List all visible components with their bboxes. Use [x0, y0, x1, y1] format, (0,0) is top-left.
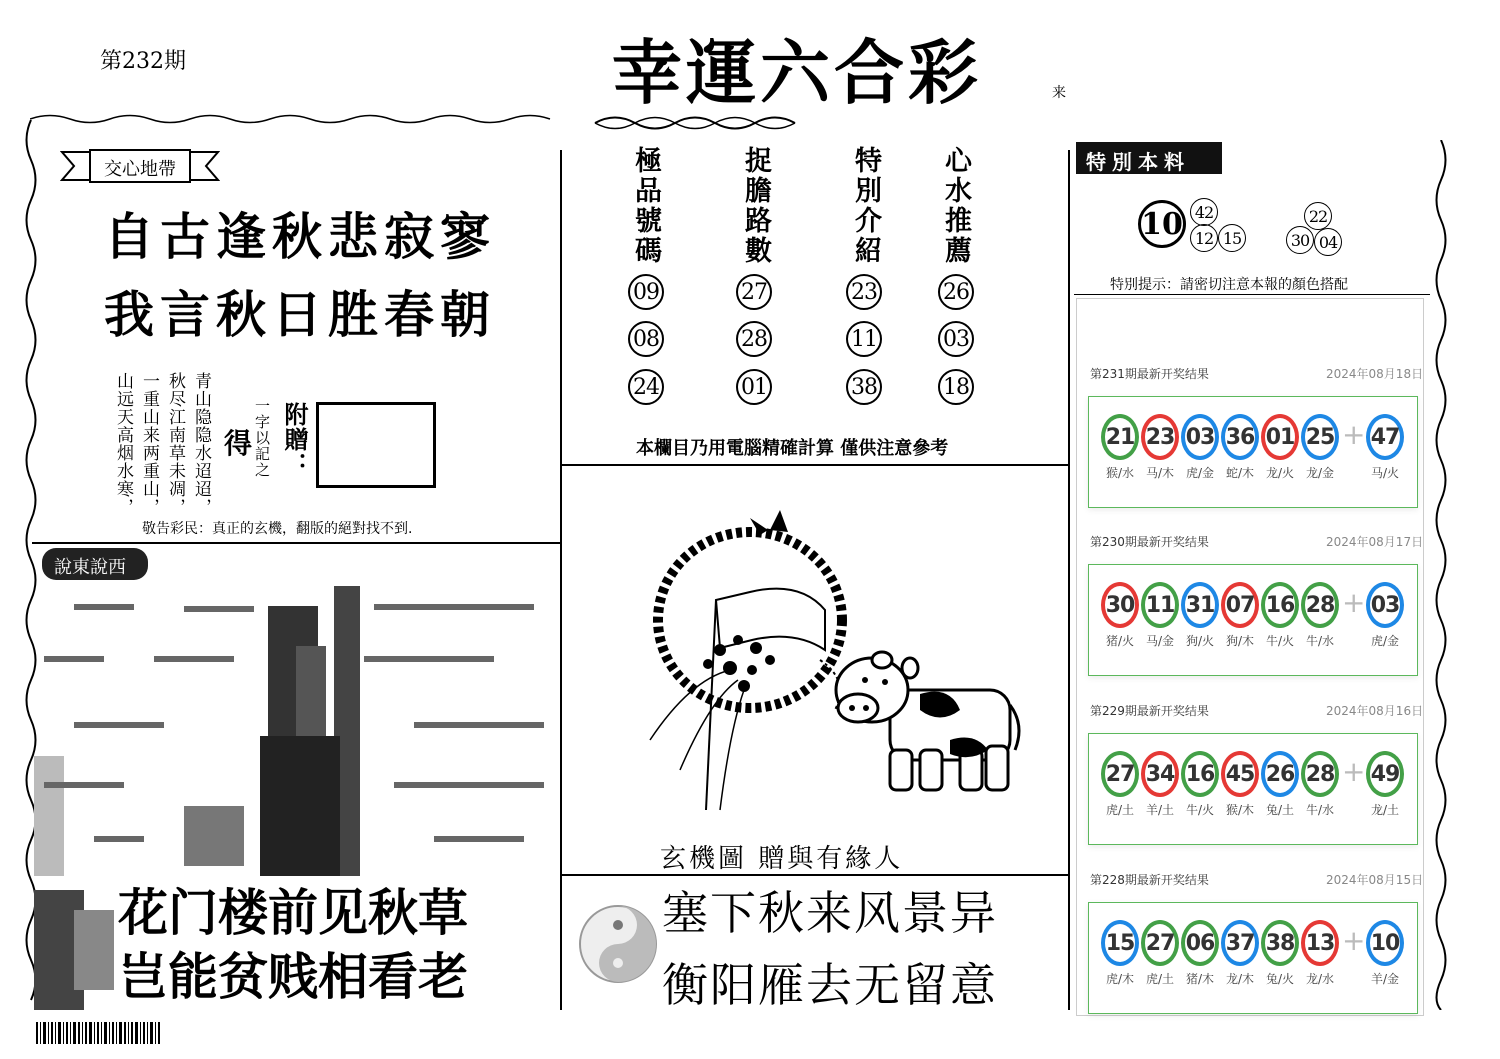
- heart-zone-bottom-rule: [32, 542, 560, 544]
- ball-zodiac: 狗/火: [1185, 634, 1215, 648]
- picture-caption: 玄機圖 贈與有緣人: [660, 844, 904, 874]
- result-title: 第230期最新开奖结果: [1090, 535, 1209, 549]
- center-right-rule: [1068, 150, 1070, 1010]
- column-4-number: 18: [938, 369, 974, 405]
- columns-bottom-rule: [560, 464, 1070, 466]
- column-2-number: 01: [736, 369, 772, 405]
- bottom-center-poem-line-2: 衡阳雁去无留意: [662, 958, 998, 1012]
- ball-zodiac: 兔/土: [1265, 803, 1295, 817]
- ball-zodiac: 牛/火: [1185, 803, 1215, 817]
- heart-zone-tag-text: 交心地帶: [104, 159, 176, 180]
- result-date: 2024年08月16日: [1326, 704, 1424, 718]
- ball-zodiac: 马/木: [1145, 466, 1175, 480]
- column-3-number: 38: [846, 369, 882, 405]
- lottery-ball: 27: [1141, 920, 1179, 966]
- lottery-ball: 01: [1261, 414, 1299, 460]
- column-2-number: 27: [736, 274, 772, 310]
- result-title: 第231期最新开奖结果: [1090, 367, 1209, 381]
- column-1-number: 24: [628, 369, 664, 405]
- lottery-ball: 30: [1101, 582, 1139, 628]
- ball-zodiac: 龙/水: [1305, 972, 1335, 986]
- small-poem-col-3: 一重山来两重山，: [139, 372, 159, 516]
- bottom-left-noise: [34, 880, 124, 1020]
- lottery-ball: 26: [1261, 751, 1299, 797]
- ball-zodiac: 牛/水: [1305, 634, 1335, 648]
- ball-zodiac: 虎/金: [1370, 634, 1400, 648]
- top-vine-border: [30, 112, 560, 126]
- special-tip: 特別提示：請密切注意本報的顏色搭配: [1110, 277, 1348, 293]
- plus-icon: +: [1342, 755, 1366, 788]
- lottery-ball: 21: [1101, 414, 1139, 460]
- special-cluster-b-number: 22: [1304, 202, 1332, 230]
- column-4-number: 26: [938, 274, 974, 310]
- result-date: 2024年08月17日: [1326, 535, 1424, 549]
- plus-icon: +: [1342, 418, 1366, 451]
- bottom-left-poem-line-1: 花门楼前见秋草: [118, 884, 468, 942]
- special-cluster-a-number: 12: [1190, 224, 1218, 252]
- column-title-1: 極品號碼: [630, 146, 661, 266]
- heart-poem-line-2: 我言秋日胜春朝: [104, 285, 496, 344]
- center-left-rule: [560, 150, 562, 1010]
- lottery-ball: 34: [1141, 751, 1179, 797]
- hint-char: 得: [224, 427, 253, 460]
- heart-zone-tag: [60, 146, 220, 186]
- ball-zodiac: 虎/木: [1105, 972, 1135, 986]
- lottery-ball: 16: [1181, 751, 1219, 797]
- lottery-ball: 25: [1301, 414, 1339, 460]
- lottery-ball: 45: [1221, 751, 1259, 797]
- lottery-ball: 03: [1181, 414, 1219, 460]
- yin-yang-icon: [576, 902, 660, 986]
- masthead-title: 幸運六合彩: [612, 31, 982, 114]
- cow-wreath-illustration: [620, 510, 1040, 830]
- lottery-ball: 11: [1141, 582, 1179, 628]
- result-title: 第229期最新开奖结果: [1090, 704, 1209, 718]
- ball-zodiac: 猪/木: [1185, 972, 1215, 986]
- bottom-center-poem-line-1: 塞下秋来风景异: [662, 886, 998, 940]
- columns-note: 本欄目乃用電腦精確計算 僅供注意參考: [636, 438, 949, 459]
- column-title-3: 特別介紹: [850, 146, 881, 266]
- notice-text: 敬告彩民：真正的玄機，翻版的絕對找不到.: [142, 521, 413, 537]
- lottery-ball: 27: [1101, 751, 1139, 797]
- gift-label: 附贈：: [280, 402, 309, 477]
- plus-icon: +: [1342, 586, 1366, 619]
- bottom-left-poem-line-2: 岂能贫贱相看老: [118, 948, 468, 1006]
- ball-zodiac: 猴/木: [1225, 803, 1255, 817]
- small-poem-col-4: 山远天高烟水寒，: [113, 372, 133, 516]
- lottery-ball: 13: [1301, 920, 1339, 966]
- lottery-ball: 37: [1221, 920, 1259, 966]
- special-bottom-rule: [1074, 294, 1430, 295]
- ball-zodiac: 兔/火: [1265, 972, 1295, 986]
- ball-zodiac: 牛/火: [1265, 634, 1295, 648]
- ball-zodiac: 虎/金: [1185, 466, 1215, 480]
- column-1-number: 09: [628, 274, 664, 310]
- special-cluster-a-number: 42: [1190, 198, 1218, 226]
- special-cluster-a-number: 15: [1218, 224, 1246, 252]
- lottery-ball: 36: [1221, 414, 1259, 460]
- small-poem-col-1: 青山隐隐水迢迢，: [191, 372, 211, 516]
- special-lottery-ball: 10: [1366, 920, 1404, 966]
- column-4-number: 03: [938, 321, 974, 357]
- ball-zodiac: 马/火: [1370, 466, 1400, 480]
- lottery-ball: 38: [1261, 920, 1299, 966]
- special-lottery-ball: 49: [1366, 751, 1404, 797]
- right-vine-border: [1432, 140, 1450, 1010]
- lottery-ball: 06: [1181, 920, 1219, 966]
- ball-zodiac: 龙/土: [1370, 803, 1400, 817]
- column-title-2: 捉膽路數: [740, 146, 771, 266]
- special-cluster-b-number: 04: [1314, 228, 1342, 256]
- heart-poem-line-1: 自古逢秋悲寂寥: [104, 207, 496, 266]
- plus-icon: +: [1342, 924, 1366, 957]
- ball-zodiac: 牛/水: [1305, 803, 1335, 817]
- gift-box: [316, 402, 436, 488]
- ball-zodiac: 虎/土: [1145, 972, 1175, 986]
- column-2-number: 28: [736, 321, 772, 357]
- lottery-ball: 31: [1181, 582, 1219, 628]
- ball-zodiac: 蛇/木: [1225, 466, 1255, 480]
- special-big-number: 10: [1138, 200, 1186, 248]
- barcode: [36, 1022, 170, 1048]
- lottery-ball: 28: [1301, 751, 1339, 797]
- masthead-tail: 来: [1052, 85, 1066, 101]
- column-title-4: 心水推薦: [940, 146, 971, 266]
- ball-zodiac: 羊/金: [1370, 972, 1400, 986]
- masthead-ornament: [590, 112, 800, 134]
- ball-zodiac: 虎/土: [1105, 803, 1135, 817]
- lottery-ball: 07: [1221, 582, 1259, 628]
- special-lottery-ball: 03: [1366, 582, 1404, 628]
- small-poem-col-2: 秋尽江南草未凋，: [165, 372, 185, 516]
- scanned-text-noise: [34, 586, 558, 886]
- east-west-tag: 說東說西: [54, 557, 126, 578]
- special-cluster-b-number: 30: [1286, 226, 1314, 254]
- ball-zodiac: 龙/木: [1225, 972, 1255, 986]
- lottery-ball: 28: [1301, 582, 1339, 628]
- ball-zodiac: 狗/木: [1225, 634, 1255, 648]
- ball-zodiac: 猪/火: [1105, 634, 1135, 648]
- ball-zodiac: 猴/水: [1105, 466, 1135, 480]
- issue-number: 第232期: [100, 49, 186, 74]
- ball-zodiac: 龙/金: [1305, 466, 1335, 480]
- lottery-ball: 15: [1101, 920, 1139, 966]
- result-title: 第228期最新开奖结果: [1090, 873, 1209, 887]
- ball-zodiac: 龙/火: [1265, 466, 1295, 480]
- special-tag: 特別本料: [1086, 150, 1190, 174]
- column-3-number: 11: [846, 321, 882, 357]
- ball-zodiac: 马/金: [1145, 634, 1175, 648]
- lottery-ball: 16: [1261, 582, 1299, 628]
- result-date: 2024年08月15日: [1326, 873, 1424, 887]
- hint-label: 一字以記之: [253, 398, 271, 478]
- column-1-number: 08: [628, 321, 664, 357]
- ball-zodiac: 羊/土: [1145, 803, 1175, 817]
- column-3-number: 23: [846, 274, 882, 310]
- lottery-ball: 23: [1141, 414, 1179, 460]
- special-lottery-ball: 47: [1366, 414, 1404, 460]
- result-date: 2024年08月18日: [1326, 367, 1424, 381]
